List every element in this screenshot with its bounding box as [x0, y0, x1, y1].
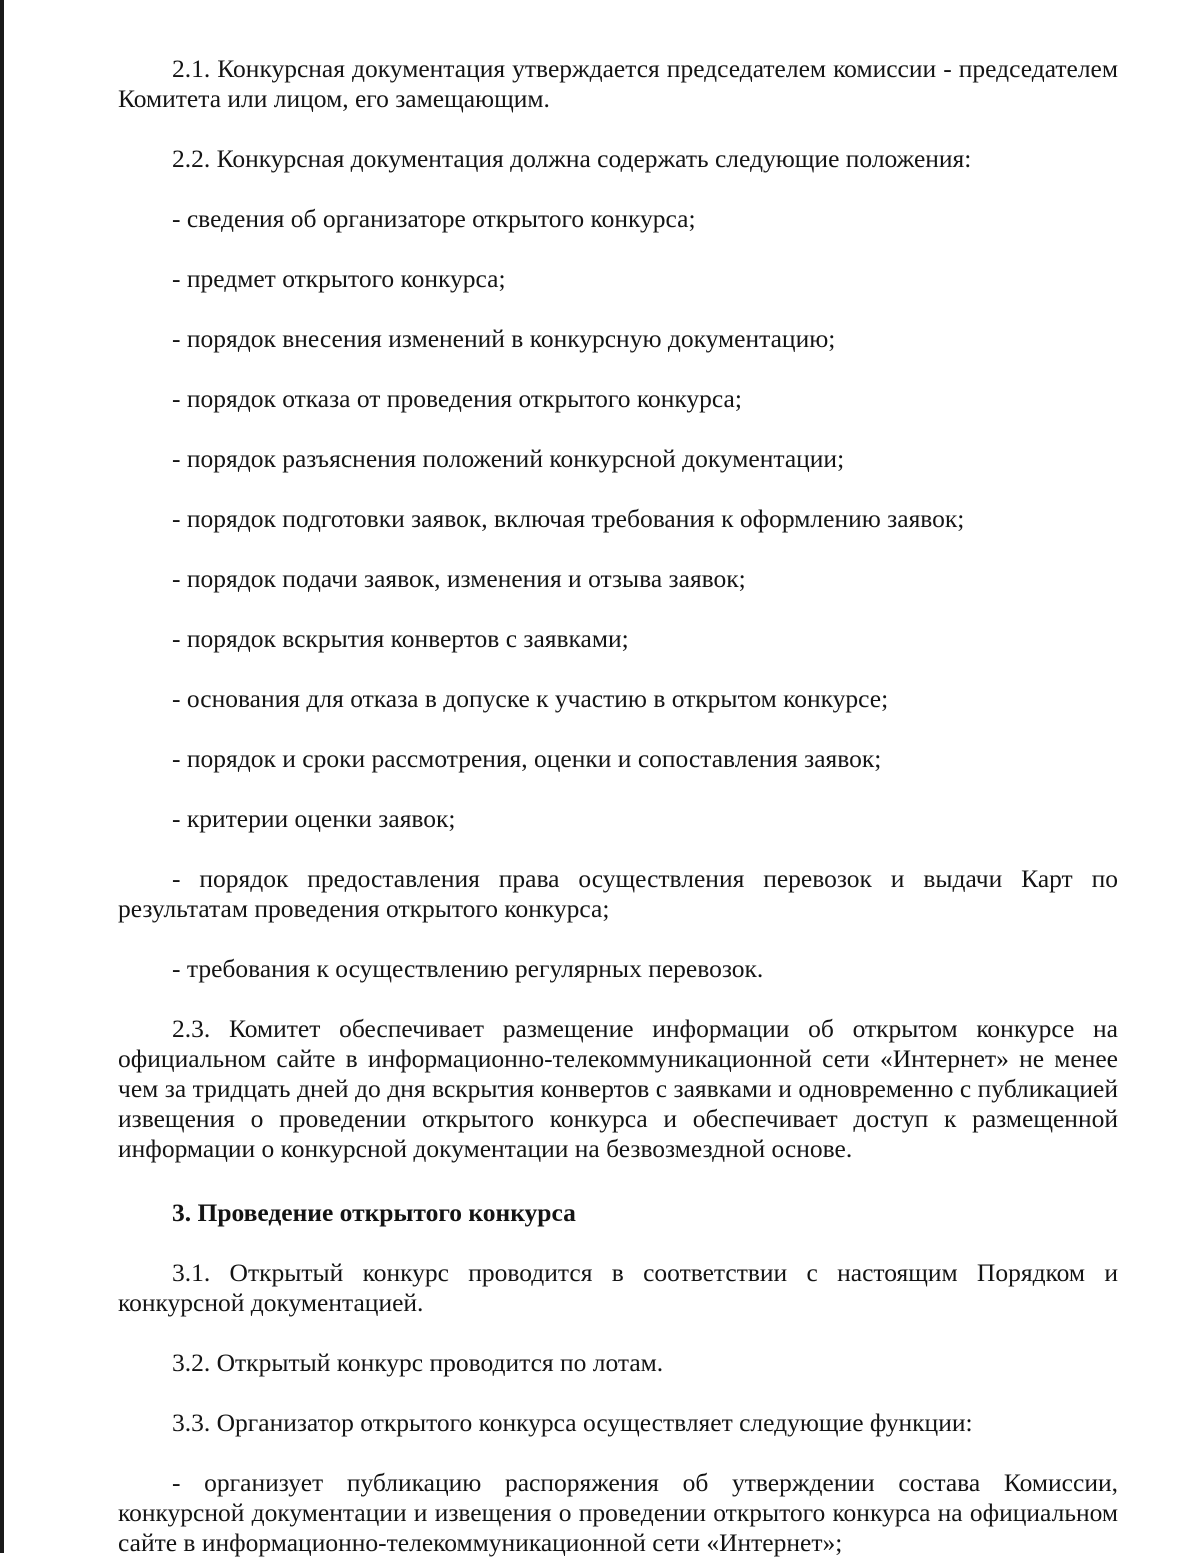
list-item: - порядок внесения изменений в конкурсную документацию; — [172, 324, 836, 353]
list-item: - требования к осуществлению регулярных перевозок. — [172, 954, 764, 983]
paragraph-3-1: 3.1. Открытый конкурс проводится в соответствии с настоящим Порядком и конкурсной документацией. — [118, 1258, 1118, 1317]
paragraph-2-1: 2.1. Конкурсная документация утверждается председателем комиссии - председателем Комитета или лицом, его замещающим. — [118, 54, 1118, 113]
list-item: - критерии оценки заявок; — [172, 804, 456, 833]
list-item: - порядок подачи заявок, изменения и отзыва заявок; — [172, 564, 746, 593]
list-item: - сведения об организаторе открытого конкурса; — [172, 204, 696, 233]
section-3-heading: 3. Проведение открытого конкурса — [172, 1198, 576, 1227]
paragraph-2-2: 2.2. Конкурсная документация должна содержать следующие положения: — [172, 144, 972, 173]
paragraph-3-3: 3.3. Организатор открытого конкурса осуществляет следующие функции: — [172, 1408, 973, 1437]
paragraph-2-3: 2.3. Комитет обеспечивает размещение информации об открытом конкурсе на официальном сайте в информационно-телекоммуникационной сети «Интернет» не менее чем за тридцать дней до дня вскрытия конвертов с заявками и одновременно с публикацией извещения о проведении открытого конкурса и обеспечивает доступ к размещенной информации о конкурсной документации на безвозмездной основе. — [118, 1014, 1118, 1163]
scan-edge — [0, 0, 4, 1553]
list-item: - порядок предоставления права осуществления перевозок и выдачи Карт по результатам проведения открытого конкурса; — [118, 864, 1118, 923]
list-item: - порядок и сроки рассмотрения, оценки и сопоставления заявок; — [172, 744, 882, 773]
document-body — [118, 54, 1118, 1558]
list-item: - предмет открытого конкурса; — [172, 264, 506, 293]
paragraph-3-3-item-1: - организует публикацию распоряжения об утверждении состава Комиссии, конкурсной документации и извещения о проведении открытого конкурса на официальном сайте в информационно-телекоммуникационной сети «Интернет»; — [118, 1468, 1118, 1557]
list-item: - порядок разъяснения положений конкурсной документации; — [172, 444, 845, 473]
list-item: - порядок отказа от проведения открытого конкурса; — [172, 384, 742, 413]
list-item: - порядок вскрытия конвертов с заявками; — [172, 624, 629, 653]
paragraph-3-2: 3.2. Открытый конкурс проводится по лотам. — [172, 1348, 664, 1377]
list-item: - основания для отказа в допуске к участию в открытом конкурсе; — [172, 684, 889, 713]
list-item: - порядок подготовки заявок, включая требования к оформлению заявок; — [172, 504, 965, 533]
